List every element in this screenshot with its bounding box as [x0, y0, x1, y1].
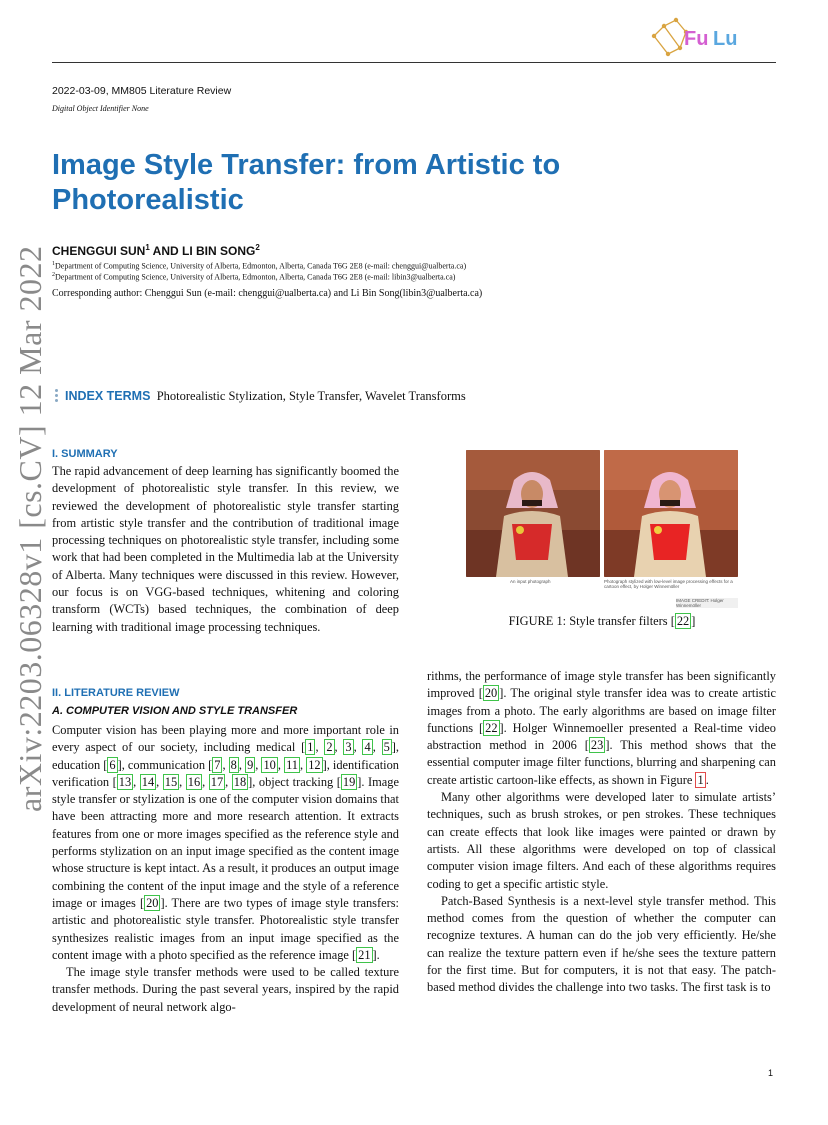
- index-terms-dots: [55, 389, 59, 404]
- affiliation-1: [52, 261, 466, 271]
- paper-title: Image Style Transfer: from Artistic to Photorealistic: [52, 149, 561, 216]
- citation-link[interactable]: 22: [485, 720, 498, 735]
- citation-link[interactable]: 21: [358, 947, 371, 962]
- header-line: 2022-03-09, MM805 Literature Review: [52, 85, 232, 97]
- stylized-photograph: [604, 450, 738, 577]
- affiliation-1-text: Department of Computing Science, University of Alberta, Edmonton, Alberta, Canada T6G 2E8 (e-mail: chenggui@ualberta.ca): [55, 261, 467, 271]
- corresponding-author: Corresponding author: Chenggui Sun (e-mail: chenggui@ualberta.ca) and Li Bin Song(libin3@ualberta.ca): [52, 288, 483, 299]
- subsection-heading: A. COMPUTER VISION AND STYLE TRANSFER: [52, 705, 298, 717]
- author-and: AND LI BIN SONG: [149, 244, 256, 258]
- author-1-sup: 1: [145, 243, 150, 252]
- citation-link[interactable]: 10: [263, 757, 276, 772]
- citation-link[interactable]: 3: [345, 740, 352, 755]
- author-1: CHENGGUI SUN: [52, 244, 146, 258]
- affiliation-1-sup: 1: [52, 261, 55, 267]
- section-lit-heading: II. LITERATURE REVIEW: [52, 687, 180, 699]
- citation-link[interactable]: 6: [109, 757, 116, 772]
- logo-text-lu: Lu: [713, 28, 738, 50]
- index-terms-label: INDEX TERMS: [65, 389, 151, 403]
- lit-review-text: [52, 722, 399, 1016]
- page-number: 1: [768, 1068, 774, 1078]
- citation-link[interactable]: 23: [590, 738, 604, 753]
- section-summary-heading: I. SUMMARY: [52, 448, 118, 460]
- citation-link[interactable]: 22: [676, 614, 690, 628]
- citation-link[interactable]: 16: [187, 774, 201, 789]
- citation-link[interactable]: 19: [342, 774, 356, 789]
- citation-link[interactable]: 20: [146, 895, 159, 910]
- index-terms-text: Photorealistic Stylization, Style Transfer, Wavelet Transforms: [156, 389, 466, 403]
- citation-link[interactable]: 20: [484, 686, 498, 701]
- right-column-text: [427, 668, 776, 997]
- citation-link[interactable]: 11: [286, 757, 298, 772]
- citation-link[interactable]: 12: [308, 757, 321, 772]
- header-rule: [52, 62, 776, 63]
- citation-link[interactable]: 5: [383, 740, 390, 755]
- lit-paragraph-1: Computer vision has been playing more and more important role in every aspect of our society, including medical [ 1 , 2 , 3 , 4 , 5 ], education [ 6 ], communication [ 7 , 8 , 9 , 10 , 11 , 12 ], identification verification [ 13 , 14 , 15 , 16 , 17 , 18 ], object tracking [ 19 ]. Image style transfer or stylization is one of the computer vision domains that have been attracting more and more research attention. It extracts features from one or more images specified as the reference style and performs stylization on an input image specified as the content image whose structure is kept intact. As a result, it produces an output image combining the content of the input image and the style of a reference image or images [ 20 ]. There are two types of image style transfers: artistic and photorealistic style transfer. Photorealistic style transfer synthesizes realistic images from an input image specified as the content image with a photo specified as the reference image [ 21 ].: [52, 723, 399, 962]
- right-paragraph-2: Many other algorithms were developed later to simulate artists’ techniques, such as brush strokes, or pen strokes. These techniques can create effects that look like images were painted or drawn by artists. All these algorithms were developed on top of classical computer vision image filters. And each of these algorithms requires coding to get a specific artistic style.: [427, 790, 776, 891]
- logo-text-fu: Fu: [684, 28, 709, 50]
- citation-link[interactable]: 15: [164, 774, 178, 789]
- citation-link[interactable]: 9: [247, 757, 254, 772]
- summary-text: [52, 463, 399, 636]
- affiliation-2: [52, 272, 455, 282]
- citation-link[interactable]: 17: [210, 774, 224, 789]
- right-paragraph-3: Patch-Based Synthesis is a next-level style transfer method. This method comes from the question of whether the computer can recognize textures. A human can do the job very efficiently. He/she can realize the texture pattern even if he/she sees the texture pattern for the first time. But for computers, it is not that easy. The patch-based method divides the challenge into two tasks. The first task is to: [427, 893, 776, 995]
- arxiv-stamp: arXiv:2203.06328v1 [cs.CV] 12 Mar 2022: [12, 245, 48, 812]
- figure-link[interactable]: 1: [697, 772, 704, 787]
- doi-line: Digital Object Identifier None: [52, 104, 149, 113]
- fulu-logo: [650, 14, 760, 60]
- citation-link[interactable]: 7: [214, 757, 221, 772]
- citation-link[interactable]: 14: [141, 774, 155, 789]
- affiliation-2-sup: 2: [52, 272, 55, 278]
- input-photograph: [466, 450, 600, 577]
- affiliation-2-text: Department of Computing Science, University of Alberta, Edmonton, Alberta, Canada T6G 2E8 (e-mail: libin3@ualberta.ca): [55, 272, 456, 282]
- citation-link[interactable]: 2: [326, 740, 333, 755]
- citation-link[interactable]: 18: [233, 774, 247, 789]
- summary-paragraph: The rapid advancement of deep learning has significantly boomed the development of photorealistic style transfer. In this review, we reviewed the development of photorealistic style transfer starting from artistic style transfer and the contribution of traditional image processing techniques on photorealistic style transfer, including some work that had been completed in the Multimedia lab at the University of Alberta. Many techniques were discussed in this review. However, our focus is on VGG-based techniques, whitening and coloring transform (WCTs) based techniques, the combination of deep learning with traditional image processing techniques.: [52, 464, 399, 634]
- citation-link[interactable]: 13: [118, 774, 132, 789]
- figure-caption: FIGURE 1: Style transfer filters [ 22 ]: [508, 614, 696, 628]
- citation-link[interactable]: 8: [230, 757, 237, 772]
- right-paragraph-1: rithms, the performance of image style transfer has been significantly improved [ 20 ]. The original style transfer idea was to create artistic images from a photo. The early algorithms are based on image filter functions [ 22 ]. Holger Winnemoeller presented a Real-time video abstraction method in 2006 [ 23 ]. This method shows that the essential computer image filter functions, blurring and sharpening can create artistic cartoon-like effects, as shown in Figure 1 .: [427, 669, 777, 787]
- lit-paragraph-2: The image style transfer methods were used to be called texture transfer methods. During the past several years, inspired by the rapid development of neural network algo-: [52, 965, 399, 1014]
- figure-credit: IMAGE CREDIT: Holger Winnemöller: [676, 598, 738, 608]
- authors: [52, 243, 260, 258]
- citation-link[interactable]: 4: [364, 740, 371, 755]
- citation-link[interactable]: 1: [307, 740, 314, 755]
- figure-1: [466, 450, 738, 608]
- author-2-sup: 2: [255, 243, 260, 252]
- figure-caption-left: An input photograph: [510, 579, 551, 584]
- index-terms: [65, 389, 466, 404]
- figure-caption-right: Photograph stylized with low-level image processing effects for a cartoon effect, by Holger Winnemöller: [604, 579, 733, 589]
